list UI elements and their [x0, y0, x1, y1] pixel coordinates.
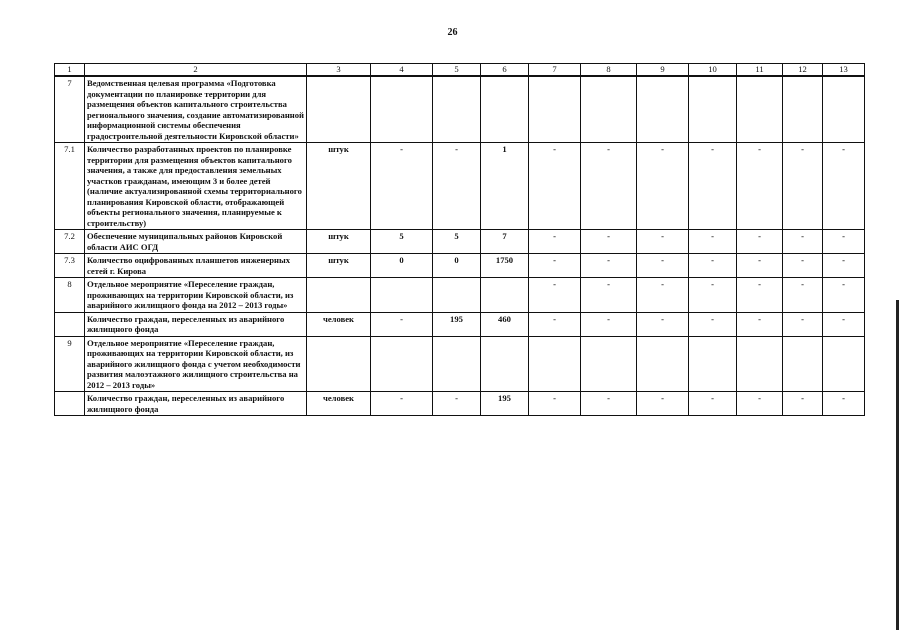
value-cell: -	[689, 230, 737, 254]
column-number-header: 6	[481, 64, 529, 77]
value-cell: -	[371, 392, 433, 416]
value-cell	[823, 76, 865, 143]
value-cell: -	[737, 278, 783, 313]
unit-cell: штук	[307, 143, 371, 230]
value-cell: -	[371, 143, 433, 230]
value-cell	[433, 336, 481, 392]
table-row	[55, 336, 865, 392]
value-cell: -	[783, 392, 823, 416]
table-body	[55, 76, 865, 416]
column-number-header: 13	[823, 64, 865, 77]
value-cell: -	[529, 312, 581, 336]
value-cell: -	[529, 278, 581, 313]
row-number-cell: 7.2	[55, 230, 85, 254]
value-cell: 195	[433, 312, 481, 336]
value-cell	[823, 336, 865, 392]
table-row	[55, 278, 865, 313]
row-number-cell: 7	[55, 76, 85, 143]
row-number-cell	[55, 392, 85, 416]
column-number-header: 2	[85, 64, 307, 77]
value-cell: -	[783, 278, 823, 313]
indicators-table	[54, 63, 865, 416]
value-cell	[481, 278, 529, 313]
indicator-name-cell: Количество оцифрованных планшетов инженерных сетей г. Кирова	[85, 254, 307, 278]
row-number-cell: 7.3	[55, 254, 85, 278]
value-cell: -	[823, 392, 865, 416]
value-cell: -	[783, 312, 823, 336]
value-cell	[433, 76, 481, 143]
column-number-header: 1	[55, 64, 85, 77]
value-cell	[783, 336, 823, 392]
value-cell: -	[637, 254, 689, 278]
value-cell: -	[637, 230, 689, 254]
indicator-name-cell: Количество разработанных проектов по планировке территории для размещения объектов капитального значения, а также для предоставления земельных участков гражданам, имеющим 3 и более детей (наличие актуализированной схемы территориального планирования Кировской области, отображающей объекты регионального значения, планируемые к строительству)	[85, 143, 307, 230]
value-cell: 5	[371, 230, 433, 254]
table-row	[55, 76, 865, 143]
value-cell	[371, 76, 433, 143]
value-cell: -	[823, 312, 865, 336]
header-row	[55, 64, 865, 77]
indicator-name-cell: Ведомственная целевая программа «Подготовка документации по планировке территории для размещения объектов капитального строительства регионального значения, создание автоматизированной информационной системы обеспечения градостроительной деятельности Кировской области»	[85, 76, 307, 143]
value-cell: -	[637, 278, 689, 313]
value-cell: -	[581, 254, 637, 278]
value-cell	[529, 336, 581, 392]
value-cell: -	[783, 254, 823, 278]
value-cell: -	[783, 230, 823, 254]
value-cell: -	[433, 143, 481, 230]
value-cell: -	[637, 143, 689, 230]
row-number-cell	[55, 312, 85, 336]
value-cell: -	[529, 143, 581, 230]
value-cell	[689, 76, 737, 143]
indicator-name-cell: Количество граждан, переселенных из аварийного жилищного фонда	[85, 392, 307, 416]
value-cell: -	[783, 143, 823, 230]
value-cell: 195	[481, 392, 529, 416]
indicator-name-cell: Количество граждан, переселенных из аварийного жилищного фонда	[85, 312, 307, 336]
value-cell: -	[581, 143, 637, 230]
value-cell: 1750	[481, 254, 529, 278]
value-cell: 5	[433, 230, 481, 254]
value-cell: -	[689, 143, 737, 230]
value-cell	[481, 336, 529, 392]
row-number-cell: 7.1	[55, 143, 85, 230]
unit-cell	[307, 336, 371, 392]
value-cell: -	[581, 278, 637, 313]
scan-edge-mark	[896, 300, 899, 630]
value-cell	[783, 76, 823, 143]
value-cell	[529, 76, 581, 143]
value-cell: -	[433, 392, 481, 416]
unit-cell: человек	[307, 312, 371, 336]
unit-cell	[307, 278, 371, 313]
table-row	[55, 312, 865, 336]
value-cell: -	[689, 254, 737, 278]
value-cell	[581, 336, 637, 392]
indicator-name-cell: Обеспечение муниципальных районов Кировской области АИС ОГД	[85, 230, 307, 254]
value-cell: -	[823, 230, 865, 254]
row-number-cell: 8	[55, 278, 85, 313]
unit-cell	[307, 76, 371, 143]
column-number-header: 10	[689, 64, 737, 77]
table-row	[55, 392, 865, 416]
value-cell: -	[529, 392, 581, 416]
value-cell	[637, 336, 689, 392]
value-cell: -	[529, 230, 581, 254]
value-cell: 7	[481, 230, 529, 254]
value-cell: 0	[433, 254, 481, 278]
value-cell: -	[823, 143, 865, 230]
column-number-header: 3	[307, 64, 371, 77]
value-cell: -	[823, 278, 865, 313]
column-number-header: 7	[529, 64, 581, 77]
value-cell: -	[581, 312, 637, 336]
value-cell	[481, 76, 529, 143]
value-cell	[689, 336, 737, 392]
value-cell: 0	[371, 254, 433, 278]
value-cell: -	[581, 230, 637, 254]
value-cell: -	[371, 312, 433, 336]
table-row	[55, 143, 865, 230]
value-cell: -	[689, 392, 737, 416]
table-row	[55, 254, 865, 278]
column-number-header: 11	[737, 64, 783, 77]
unit-cell: штук	[307, 230, 371, 254]
indicator-name-cell: Отдельное мероприятие «Переселение граждан, проживающих на территории Кировской области, из аварийного жилищного фонда на 2012 – 2013 годы»	[85, 278, 307, 313]
value-cell	[637, 76, 689, 143]
value-cell	[737, 76, 783, 143]
column-number-header: 4	[371, 64, 433, 77]
value-cell: -	[689, 278, 737, 313]
unit-cell: человек	[307, 392, 371, 416]
column-number-header: 9	[637, 64, 689, 77]
value-cell: 1	[481, 143, 529, 230]
value-cell: -	[637, 392, 689, 416]
unit-cell: штук	[307, 254, 371, 278]
value-cell: -	[823, 254, 865, 278]
value-cell: -	[737, 392, 783, 416]
value-cell	[371, 278, 433, 313]
row-number-cell: 9	[55, 336, 85, 392]
value-cell: -	[737, 230, 783, 254]
value-cell	[737, 336, 783, 392]
column-number-header: 8	[581, 64, 637, 77]
value-cell: -	[529, 254, 581, 278]
value-cell	[371, 336, 433, 392]
column-number-header: 5	[433, 64, 481, 77]
indicator-name-cell: Отдельное мероприятие «Переселение граждан, проживающих на территории Кировской области, из аварийного жилищного фонда с учетом необходимости развития малоэтажного жилищного строительства на 2012 – 2013 годы»	[85, 336, 307, 392]
value-cell: -	[581, 392, 637, 416]
value-cell: -	[637, 312, 689, 336]
value-cell: -	[737, 254, 783, 278]
value-cell: -	[737, 143, 783, 230]
column-number-header: 12	[783, 64, 823, 77]
value-cell: -	[737, 312, 783, 336]
value-cell	[433, 278, 481, 313]
table-row	[55, 230, 865, 254]
value-cell	[581, 76, 637, 143]
value-cell: -	[689, 312, 737, 336]
page-number: 26	[447, 27, 458, 38]
value-cell: 460	[481, 312, 529, 336]
